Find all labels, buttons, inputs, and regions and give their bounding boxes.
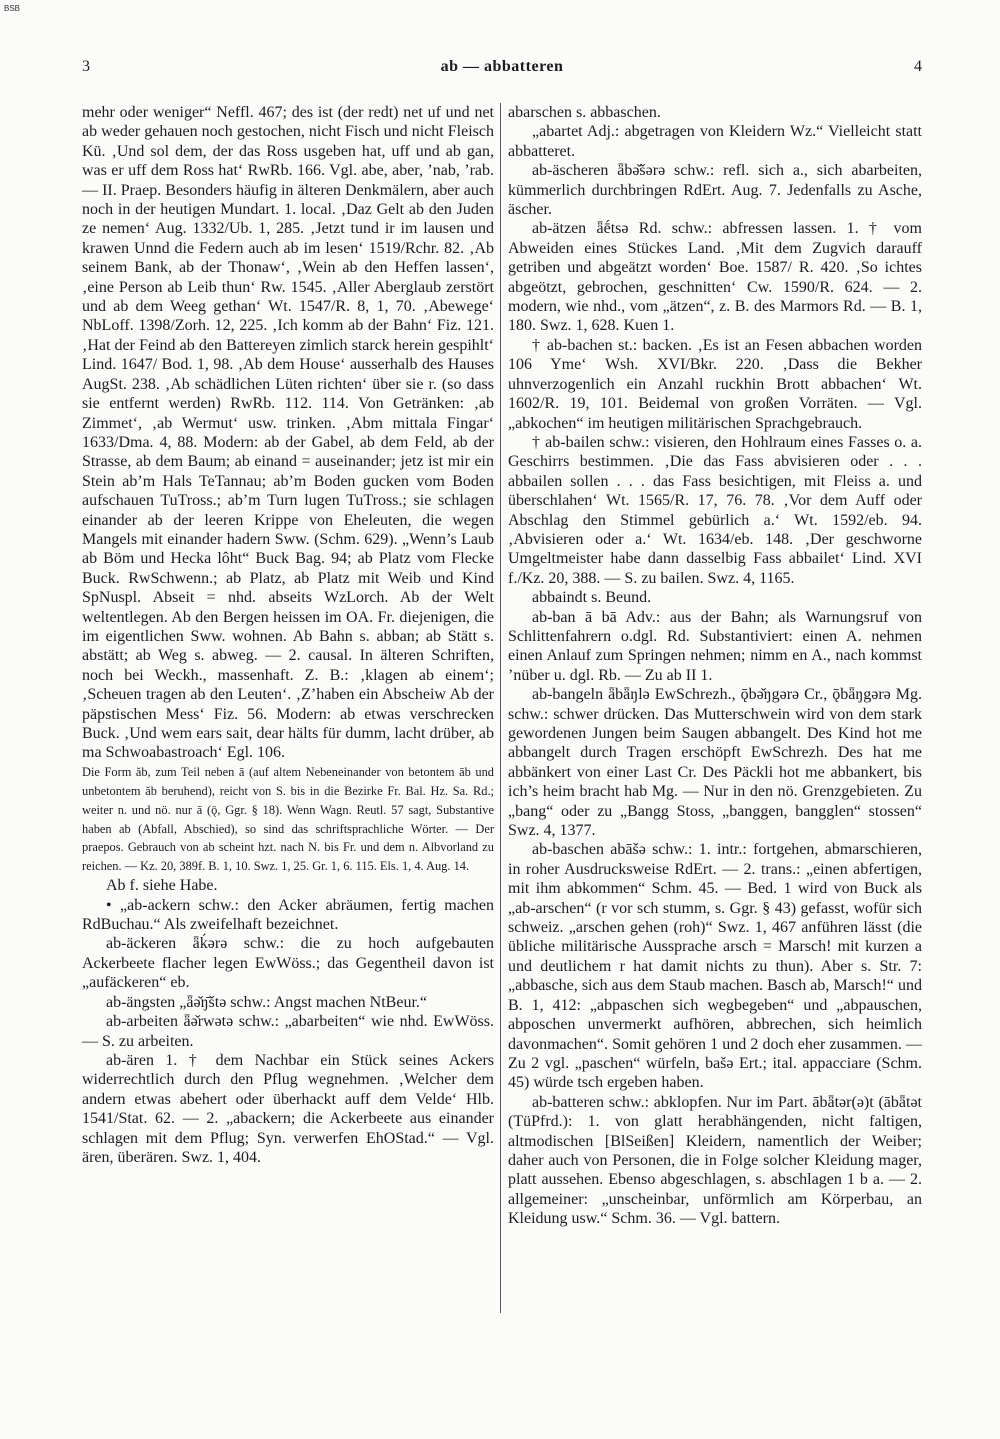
dictionary-entry: † ab-bailen schw.: visieren, den Hohlraum eines Fasses o. a. Geschirrs bestimmen. ‚Die das Fass abvisieren oder . . . abbailen sollen . . . das Fass besichtigen, mit Fleiss a. und überschlahen‘ Wt. 1565/R. 17, 76. 78. ‚Vor dem Auff oder Abschlag den Stimmel gebürlich a.‘ Wt. 1592/eb. 94. ‚Abvisieren oder a.‘ Wt. 1634/eb. 148. ‚Der geschworne Umgeltmeister habe dann dasselbig Fass abbailet‘ Lind. XVI f./Kz. 20, 388. — S. zu bailen. Swz. 4, 1165. [508,433,922,587]
dictionary-entry: ab-baschen abāšə schw.: 1. intr.: fortgehen, abmarschieren, in roher Ausdrucksweise RdErt. — 2. trans.: „einen abfertigen, mit ihm abkommen“ Schm. 45. — Bed. 1 wird von Buck als „ab-arschen“ (r vor sch stumm, s. Ggr. § 43) gefasst, wofür sich schweiz. „arschen gehen (roh)“ Swz. 1, 467 anführen lässt (die übliche militärische Aussprache arsch = Marsch! mit kurzen a und deutlichem r hat damit nichts zu thun). Aber s. Str. 7: „abbasche, sich aus dem Staub machen. Basch ab, Marsch!“ und B. 1, 412: „abpaschen sich wegbegeben“ und „abpauschen, abposchen unvermerkt aufhören, abbrechen, sich heimlich davonmachen“. Somit gehören 1 und 2 doch eher zusammen. — Zu 2 vgl. „paschen“ würfeln, bašə Ert.; ital. appacciare (Schm. 45) würde tsch ergeben haben. [508,841,922,1092]
dictionary-entry: † ab-bachen st.: backen. ‚Es ist an Fesen abbachen worden 106 Yme‘ Wsh. XVI/Bkr. 220. ‚Dass die Bekher uhnverzogenlich ein Anzahl ruckhin Brott abbachen‘ Wt. 1602/R. 19, 101. Beidemal von großen Vorräten. — Vgl. „abkochen“ im heutigen militärischen Sprachgebrauch. [508,336,922,432]
running-header [82,58,922,80]
dictionary-entry: ab-bangeln ǟbǟŋlə EwSchrezh., ǭbǝ̌ŋgərə Cr., ǭbǟŋgərə Mg. schw.: schwer drücken. Das Mutterschwein wird von dem stark gewordenen Jungen beim Saugen abbangelt. Des Kind hot me abbangelt durch Tragen erschöpft EwSchrezh. Des hat me abbänkert von einer Last Cr. Des Päckli hot me abbankert, bis ich’s heim bracht hab Mg. — Nur in den nö. Grenzgebieten. Zu „bang“ oder zu „Bangg Stoss, „banggen, bangglen“ stossen“ Swz. 4, 1377. [508,686,922,840]
dictionary-entry: ab-ängsten „ǟǝ̌ŋ̄štə schw.: Angst machen NtBeur.“ [106,993,427,1011]
dictionary-entry: ab-ären 1. † dem Nachbar ein Stück seines Ackers widerrechtlich durch den Pflug wegnehmen. ‚Welcher dem andern etwas abehert oder überhackt auff dem Velde‘ Hlb. 1541/Stat. 62. — 2. „abackern; die Ackerbeete aus einander schlagen mit dem Pflug; Syn. verwerfen EhOStad.“ — Vgl. ären, überären. Swz. 1, 404. [82,1051,494,1166]
dictionary-entry: ab-ban ā bā Adv.: aus der Bahn; als Warnungsruf von Schlittenfahrern o.dgl. Rd. Substantiviert: einen A. nehmen einen Anlauf zum Springen nehmen; nimm en A., nach kommst ’nüber u. dgl. Rb. — Zu ab II 1. [508,608,922,684]
dictionary-entry: ab-batteren schw.: abklopfen. Nur im Part. ābǟtər(ə)t (ābǟtət (TüPfrd.): 1. von glatt herabhängenden, nicht faltigen, altmodischen [BlSeißen] Kleidern, namentlich der Weiber; daher auch von Personen, die in Folge solcher Kleidung mager, platt aussehen. Ebenso abgeschlagen, s. abschlagen 1 b a. — 2. allgemeiner: „unscheinbar, unförmlich am Körperbau, an Kleidung usw.“ Schm. 36. — Vgl. battern. [508,1093,922,1228]
dictionary-entry: ab-arbeiten ǟǝ̌rwətə schw.: „abarbeiten“ wie nhd. EwWöss. — S. zu arbeiten. [82,1013,494,1050]
dictionary-entry: abarschen s. abbaschen. [508,104,661,121]
dictionary-entry: Ab f. siehe Habe. [106,877,218,895]
dictionary-entry: ab-äckeren ǟḱərə schw.: die zu hoch aufgebauten Ackerbeete flacher legen EwWöss.; das Gegentheil davon ist „aufäckeren“ eb. [82,935,494,992]
left-column [82,103,494,1167]
dictionary-entry: mehr oder weniger“ Neffl. 467; des ist (der redt) net uf und net ab weder gehauen noch gestochen, nicht Fisch und nicht Fleisch Kü. ‚Und sol dem, der das Ross usgeben hat, uff und ab gan, was er uff dem Ross hat‘ RwRb. 166. Vgl. abe, aber, ’nab, ’rab. — II. Praep. Besonders häufig in älteren Denkmälern, aber auch noch in der heutigen Mundart. 1. local. ‚Daz Gelt ab den Juden ze nemen‘ Aug. 1332/Ub. 1, 285. ‚Jetzt tund ir im lausen und krawen Unnd die Federn auch ab im lesen‘ 1519/Rchr. 82. ‚Ab seinem Bank, ab der Thonaw‘, ‚Wein ab den Heffen lassen‘, ‚eine Person ab Leib thun‘ Rw. 1545. ‚Aller Aberglaub zerstört und ab dem Weeg gethan‘ Wt. 1547/R. 8, 1, 70. ‚Abewege‘ NbLoff. 1398/Zorh. 12, 225. ‚Ich komm ab der Bahn‘ Fiz. 121. ‚Hat der Feind ab den Battereyen zimlich starck herein gespihlt‘ Lind. 1647/ Bod. 1, 98. ‚Ab dem House‘ ausserhalb des Hauses AugSt. 238. ‚Ab schädlichen Lüten richten‘ über sie r. (so dass sie entfernt werden) RwRb. 112. 114. Von Getränken: ‚ab Zimmet‘, ‚ab Wermut‘ usw. trinken. ‚Abm mittala Fingar‘ 1633/Dma. 4, 88. Modern: ab der Gabel, ab dem Feld, ab der Strasse, ab dem Baum; ab einand = auseinander; jetz ist mir ein Stein ab’m Hals TeTannau; ab’m Boden gucken vom Boden aufschauen TuTross.; ab’m Turn lugen TuTross.; sie schlagen einander ab der leeren Krippe von Eheleuten, die wegen Mangels mit einander hadern Sww. (Schm. 629). „Wenn’s Laub ab Böm und Hecka lôht“ Buck Bag. 94; ab Platz vom Flecke Buck. RwSchwenn.; ab Platz, ab Platz mit Weib und Kind SpNuspl. Abseit = nhd. abseits WzLorch. Ab der Welt weltentlegen. Ab den Bergen heissen im OA. Fr. diejenigen, die im eigentlichen Sww. wohnen. Ab Bahn s. abban; ab Stätt s. abstätt; ab Weg s. abweg. — 2. causal. In älteren Schriften, noch bei Weckh., massenhaft. Z. B.: ‚klagen ab einem‘; ‚Scheuen tragen ab den Leuten‘. ‚Z’haben ein Abscheiw Ab der päpstischen Mess‘ Fiz. 56. Modern: ab etwas verschrecken Buck. ‚Und wem ears sait, dear hälts für dumm, lacht drüber, ab ma Schwoabastroach‘ Egl. 106. [82,104,494,762]
dictionary-entry: ab-ätzen ǟḗtsə Rd. schw.: abfressen lassen. 1. † vom Abweiden eines Stückes Land. ‚Mit dem Zugvich darauff getriben und abgeätzt worden‘ Boe. 1587/ R. 420. ‚So ichtes abgeötzt, gebrochen, geschnitten‘ Cw. 1590/R. 624. — 2. modern, wie nhd., vom „ätzen“, z. B. des Marmors Rd. — B. 1, 180. Swz. 1, 628. Kuen 1. [508,220,922,335]
left-page-number: 3 [82,58,90,75]
dictionary-entry: • „ab-ackern schw.: den Acker abräumen, fertig machen RdBuchau.“ Als zweifelhaft bezeichnet. [82,896,494,934]
column-rule [500,103,501,1313]
right-column [508,103,922,1229]
dictionary-entry: abbaindt s. Beund. [532,589,652,607]
dictionary-entry: Die Form ăb, zum Teil neben ā (auf altem Nebeneinander von betontem āb und unbetontem ăb beruhend), reicht von S. bis in die Bezirke Fr. Bal. Hz. Sa. Rd.; weiter n. und nö. nur ā (ǭ, Ggr. § 18). Wenn Wagn. Reutl. 57 sagt, Substantive haben ab (Abfall, Abschied), so sind das schriftsprachliche Wörter. — Der praepos. Gebrauch von ab scheint hzt. nach N. bis Fr. und dem n. Albvorland zu reichen. — Kz. 20, 389f. B. 1, 10. Swz. 1, 25. Gr. 1, 6. 115. Els. 1, 4. Aug. 14. [82,764,494,874]
dictionary-entry: ab-äscheren ǟbǝ̌šərə schw.: refl. sich a., sich abarbeiten, kümmerlich durchbringen RdErt. Aug. 7. Jedenfalls zu Asche, äscher. [508,162,922,219]
library-stamp: BSB [4,4,21,13]
right-page-number: 4 [914,58,922,75]
running-title: ab — abbatteren [440,58,564,75]
dictionary-entry: „abartet Adj.: abgetragen von Kleidern Wz.“ Vielleicht statt abbatteret. [508,123,922,160]
